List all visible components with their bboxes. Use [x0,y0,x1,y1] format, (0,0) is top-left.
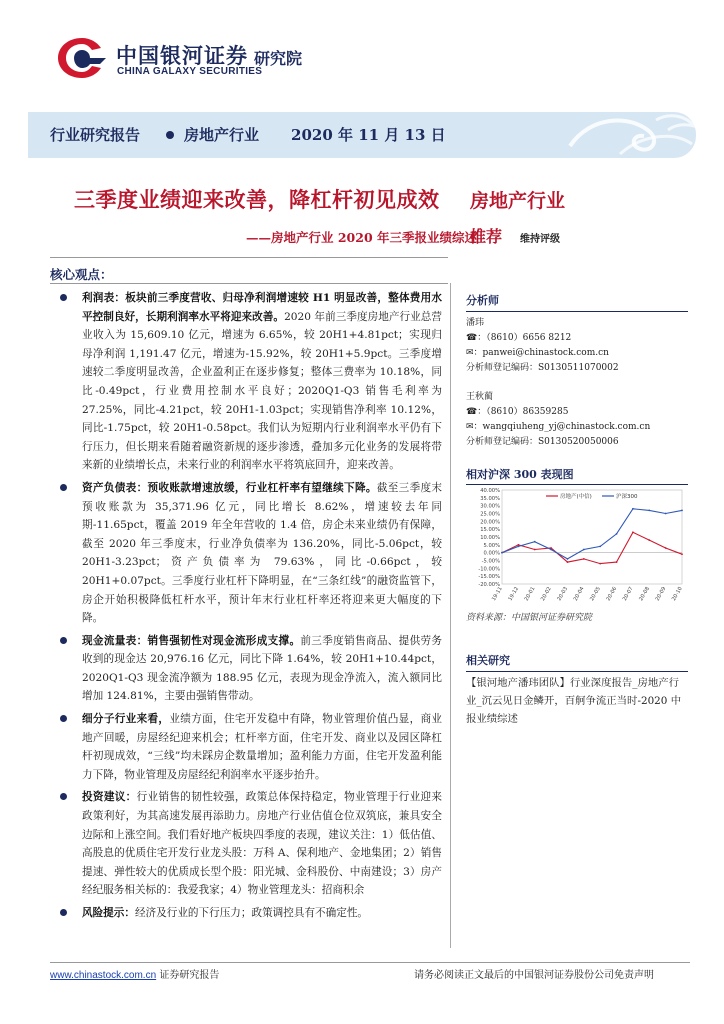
sidebar-industry: 房地产行业 [470,190,566,212]
paragraph-text: 业绩方面，住宅开发稳中有降，物业管理价值凸显，商业地产回暖，房屋经纪迎来机会；杠杆率方面，住宅开发、商业以及园区降杠杆初现成效，“三线”均未踩房企数量增加；盈利能力方面，住宅开发盈利能力下降，物业管理及房屋经纪利润率水平逐步抬升。 [82,713,443,781]
x-tick-label: 20-03 [556,586,570,603]
y-tick-label: 15.00% [480,527,500,534]
legend-label: 房地产(中信) [560,494,592,500]
website-link[interactable]: www.chinastock.com.cn [50,970,157,981]
paragraph-text: 前三季度销售商品、提供劳务收到的现金达 20,976.16 亿元，同比下降 1.64%，较 20H1+10.44pct，2020Q1-Q3 现金流净额为 188.95 亿元，表现为现金净流入，流入额同比增加 124.81%，主要由强销售带动。 [82,634,443,703]
y-tick-label: 0.00% [483,550,500,557]
data-point [517,544,519,546]
divider [50,283,448,284]
paragraph-balance [58,479,442,628]
data-point [517,546,519,548]
analyst-email [466,346,688,361]
header-info [50,124,446,145]
footer-suffix: 证券研究报告 [156,970,220,981]
data-point [583,558,585,560]
brand-name-en: CHINA GALAXY SECURITIES [117,66,263,77]
data-point [567,561,569,563]
plot-area [502,490,682,584]
bullet-icon [166,131,174,139]
data-point [599,563,601,565]
data-point [648,509,650,511]
legend-label: 沪深300 [616,494,638,500]
data-point [583,549,585,551]
data-point [648,539,650,541]
y-tick-label: 10.00% [480,535,500,541]
cloud-swirl-icon [560,106,700,162]
paragraph-lead: 细分子行业来看， [82,713,170,726]
data-point [632,531,634,533]
bullet-icon [60,294,67,301]
footer-divider [50,962,690,963]
report-subtitle: ——房地产行业 2020 年三季报业绩综述 [246,230,477,245]
paragraph-lead: 风险提示： [82,907,135,919]
data-point [681,509,683,511]
x-tick-label: 20-09 [654,586,668,603]
email-text: panwei@chinastock.com.cn [482,348,609,358]
data-point [665,513,667,515]
data-point [665,547,667,549]
column-divider [450,283,451,948]
y-tick-label: -20.00% [478,582,500,588]
data-point [501,552,503,554]
y-tick-label: 35.00% [480,495,500,502]
analysts-heading: 分析师 [466,292,688,312]
brand-name-cn: 中国银河证券 [116,44,248,68]
bullet-icon [60,484,67,491]
analyst-cert: 分析师登记编码：S0130520050006 [466,437,619,447]
y-tick-label: -5.00% [481,558,500,565]
bullet-icon [60,793,67,800]
related-link[interactable]: 【银河地产潘玮团队】行业深度报告_房地产行业_沉云见日金鳞开，百舸争流正当时-2020 中报业绩综述 [466,677,682,725]
x-tick-label: 20-10 [670,586,684,603]
y-tick-label: 20.00% [480,519,500,526]
y-tick-label: 30.00% [480,503,500,510]
analyst-name: 潘玮 [466,318,485,328]
data-point [681,553,683,555]
section-heading: 核心观点： [50,267,113,282]
analysts-block [466,292,688,450]
mail-icon: ✉： [466,422,483,432]
related-heading: 相关研究 [466,652,688,672]
paragraph-income [58,289,442,475]
x-tick-label: 20-07 [621,586,635,603]
mail-icon: ✉： [466,348,483,358]
paragraph-text: 经济及行业的下行压力；政策调控具有不确定性。 [134,907,369,919]
x-tick-label: 20-08 [638,586,652,603]
paragraph-lead: 资产负债表： [82,481,148,494]
bullet-icon [60,715,67,722]
x-tick-label: 20-04 [572,586,586,603]
data-point [616,561,618,563]
x-tick-label: 19-11 [490,586,504,603]
paragraph-risk [58,904,442,923]
y-tick-label: -10.00% [478,566,500,573]
data-point [534,541,536,543]
paragraph-subsector [58,710,442,784]
data-point [534,549,536,551]
paragraph-bold: 板块前三季度营收、归母净利润增速较 H1 明显改善，整体费用水平控制良好，长期利润率水平将迎来改善。 [82,292,442,323]
rating-note: 维持评级 [520,234,560,245]
analyst-phone: ☎：（8610）6656 8212 [466,333,572,343]
logo-icon [56,36,108,80]
x-tick-label: 20-02 [540,586,553,603]
chart-title: 相对沪深 300 表现图 [466,466,688,485]
analyst-name: 王秋蔺 [466,392,494,402]
x-tick-label: 20-01 [523,586,537,603]
paragraph-cashflow [58,632,442,706]
bullet-icon [60,909,67,916]
y-tick-label: 25.00% [480,511,500,518]
report-type: 行业研究报告 [50,126,141,144]
brand-institute: 研究院 [254,49,303,68]
analyst-cert: 分析师登记编码：S0130511070002 [466,363,619,373]
footer-left [50,966,219,981]
data-point [599,546,601,548]
paragraph-lead: 现金流量表： [82,634,148,647]
data-point [632,508,634,510]
chart-source: 资料来源：中国银河证券研究院 [466,613,593,623]
paragraph-text: 行业销售的韧性较强，政策总体保持稳定，物业管理于行业迎来政策利好，为其高速发展再添助力。房地产行业估值仓位双筑底，兼具安全边际和上涨空间。我们看好地产板块四季度的表现，建议关注：1）低估值、高股息的优质住宅开发行业龙头股：万科 A、保利地产、金地集团；2）销售提速、弹性较大的优质成长型个股：阳光城、金科股份、中南建设；3）房产经纪服务相关标的：我爱我家；4）物业管理龙头：招商积余 [82,791,443,897]
report-date: 2020 年 11 月 13 日 [291,126,446,144]
divider [50,257,448,258]
analyst-phone: ☎：（8610）86359285 [466,407,569,417]
performance-chart [466,484,688,604]
paragraph-text: 截至三季度末预收账款为 35,371.96 亿元，同比增长 8.62%，增速较去年同期-11.65pct，覆盖 2019 年全年营收的 1.4 倍，房企未来业绩仍有保障，截至 2020 年三季度末，行业净负债率为 136.20%，同比-5.06pct，较 20H1-3.23pct；资产负债率为 79.63%，同比-0.66pct，较 20H1+0.07pct。三季度行业杠杆下降明显，在“三条红线”的融资监管下，房企开始积极降低杠杆水平，预计年末行业杠杆率还将迎来更大幅度的下降。 [82,481,443,625]
y-tick-label: 40.00% [480,488,500,494]
footer-disclaimer: 请务必阅读正文最后的中国银河证券股份公司免责声明 [414,970,654,981]
core-points [58,289,442,923]
rating: 推荐 [470,227,503,246]
paragraph-lead: 投资建议： [82,791,137,804]
bullet-icon [60,637,67,644]
data-point [616,533,618,535]
x-tick-label: 19-12 [507,586,521,603]
paragraph-investment [58,788,442,900]
report-title: 三季度业绩迎来改善，降杠杆初见成效 [74,187,440,212]
y-tick-label: 5.00% [483,542,500,549]
x-tick-label: 20-06 [605,586,619,603]
data-point [550,549,552,551]
analyst-email [466,420,688,435]
paragraph-bold: 销售强韧性对现金流形成支撑。 [147,634,301,647]
email-text: wangqiuheng_yj@chinastock.com.cn [482,422,651,432]
paragraph-lead: 利润表： [82,292,126,304]
y-tick-label: -15.00% [478,574,500,581]
data-point [567,558,569,560]
paragraph-bold: 预收账款增速放缓，行业杠杆率有望继续下降。 [147,481,377,494]
x-tick-label: 20-05 [589,586,602,603]
header-industry: 房地产行业 [184,126,260,144]
paragraph-text: 2020 年前三季度房地产行业总营业收入为 15,609.10 亿元，增速为 6.65%，较 20H1+4.81pct；实现归母净利润 1,191.47 亿元，增速为-15.92%，较 20H1+5.9pct。三季度增速较二季度明显改善，企业盈利正在逐步修复；整体三费率为 10.18%，同比-0.49pct，行业费用控制水平良好；2020Q1-Q3 销售毛利率为 27.25%，同比-4.21pct，较 20H1-1.03pct；实现销售净利率 10.12%，同比-1.75pct，较 20H1-0.58pct。我们认为短期内行业利润率水平仍有下行压力，但长期来看随着融资新规的逐步渗透，叠加多元化业务的发展将带来新的业绩增长点，未来行业的利润率水平将筑底回升，迎来改善。 [82,310,443,472]
